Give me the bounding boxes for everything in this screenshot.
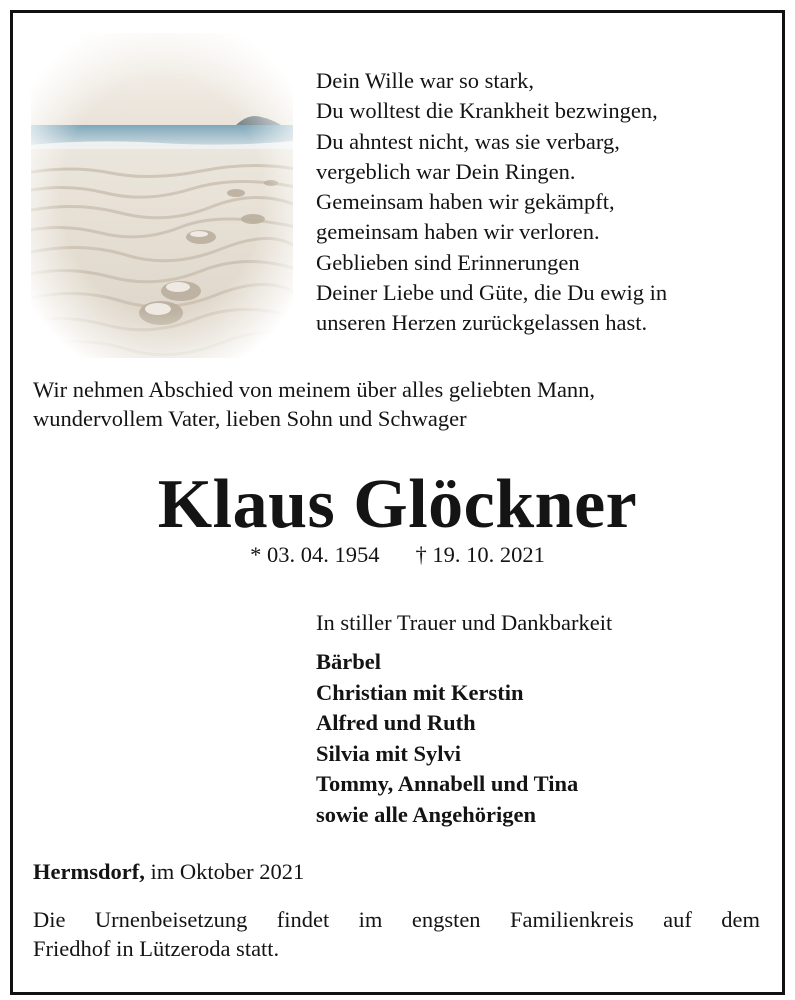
mourning-line: In stiller Trauer und Dankbarkeit (316, 610, 613, 635)
family-member: sowie alle Angehörigen (316, 801, 536, 827)
place-town: Hermsdorf, (33, 859, 145, 884)
death-date: † 19. 10. 2021 (415, 542, 545, 567)
family-member: Tommy, Annabell und Tina (316, 771, 579, 797)
family-member: Bärbel (316, 649, 381, 674)
life-dates (13, 541, 782, 569)
family-list (316, 647, 578, 831)
poem-line: Du ahntest nicht, was sie verbarg, (316, 128, 620, 154)
poem-line: gemeinsam haben wir verloren. (316, 219, 600, 245)
poem-line: Geblieben sind Erinnerungen (316, 249, 580, 275)
poem-line: Du wolltest die Krankheit bezwingen, (316, 98, 658, 124)
poem-line: Dein Wille war so stark, (316, 68, 535, 93)
burial-notice (33, 905, 760, 963)
beach-footprints-image (31, 33, 293, 358)
deceased-name: Klaus Glöckner (157, 466, 638, 543)
farewell-intro (33, 375, 773, 433)
place-and-date (33, 858, 304, 886)
notice-line: Friedhof in Lützeroda statt. (33, 936, 280, 961)
intro-line: Wir nehmen Abschied von meinem über alles geliebten Mann, (33, 377, 596, 402)
notice-line: Die Urnenbeisetzung findet im engsten Familienkreis auf dem (33, 907, 760, 932)
birth-date: * 03. 04. 1954 (250, 542, 380, 567)
family-member: Silvia mit Sylvi (316, 740, 462, 766)
place-date: im Oktober 2021 (150, 859, 305, 884)
family-member: Christian mit Kerstin (316, 679, 524, 705)
poem-line: unseren Herzen zurückgelassen hast. (316, 310, 648, 336)
family-member: Alfred und Ruth (316, 710, 476, 736)
obituary-frame (10, 10, 785, 995)
poem-line: Gemeinsam haben wir gekämpft, (316, 189, 615, 215)
poem (316, 66, 667, 339)
poem-line: vergeblich war Dein Ringen. (316, 158, 576, 184)
poem-line: Deiner Liebe und Güte, die Du ewig in (316, 280, 668, 306)
intro-line: wundervollem Vater, lieben Sohn und Schwager (33, 406, 467, 431)
